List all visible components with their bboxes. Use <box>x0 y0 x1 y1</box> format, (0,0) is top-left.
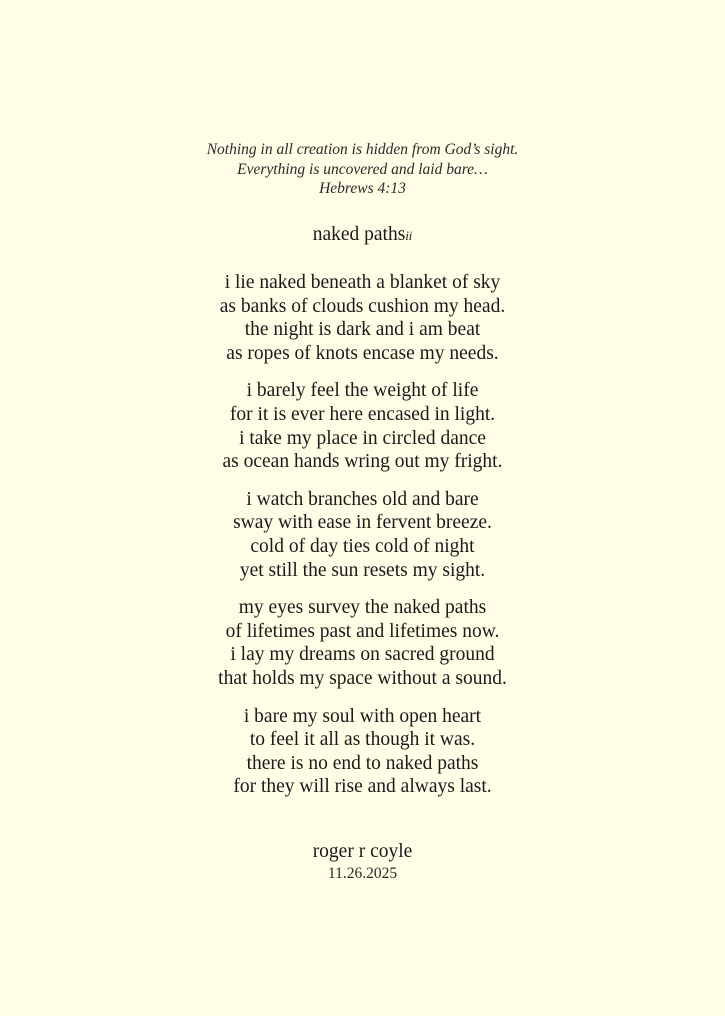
poem-date: 11.26.2025 <box>327 865 398 882</box>
poem-title-text: naked paths <box>312 224 406 245</box>
stanza-5 <box>0 705 725 799</box>
poem-line: yet still the sun resets my sight. <box>239 559 486 581</box>
poem-line: for it is ever here encased in light. <box>229 403 496 425</box>
poem-line: i lie naked beneath a blanket of sky <box>224 272 501 293</box>
poem-line: i bare my soul with open heart <box>243 705 482 727</box>
poem-line: my eyes survey the naked paths <box>238 597 487 619</box>
poem-line: i barely feel the weight of life <box>246 380 479 402</box>
poem-title-suffix: ii <box>405 229 413 243</box>
stanza-1 <box>0 271 725 365</box>
poem-line: there is no end to naked paths <box>246 752 479 774</box>
epigraph-line: Everything is uncovered and laid bare… <box>237 160 488 178</box>
poem-line: as banks of clouds cushion my head. <box>219 295 506 317</box>
poem-line: of lifetimes past and lifetimes now. <box>225 620 500 642</box>
epigraph-citation: Hebrews 4:13 <box>319 180 406 197</box>
poem-body <box>0 271 725 813</box>
stanza-4 <box>0 596 725 690</box>
stanza-2 <box>0 379 725 473</box>
poem-line: i take my place in circled dance <box>239 427 486 449</box>
poem-title <box>0 223 725 248</box>
poem-line: for they will rise and always last. <box>233 776 492 798</box>
poem-line: i watch branches old and bare <box>246 488 479 510</box>
epigraph <box>0 140 725 199</box>
poem-line: as ropes of knots encase my needs. <box>226 342 499 364</box>
author-name: roger r coyle <box>312 841 413 862</box>
poem-line: cold of day ties cold of night <box>250 535 475 557</box>
epigraph-line: Nothing in all creation is hidden from God’s sight. <box>206 141 519 158</box>
stanza-3 <box>0 488 725 582</box>
poem-line: sway with ease in fervent breeze. <box>233 512 492 534</box>
poem-line: that holds my space without a sound. <box>218 667 507 689</box>
poem-line: as ocean hands wring out my fright. <box>222 451 503 473</box>
poem-line: to feel it all as though it was. <box>249 729 476 751</box>
poem-line: i lay my dreams on sacred ground <box>230 644 495 666</box>
poem-line: the night is dark and i am beat <box>244 319 481 341</box>
